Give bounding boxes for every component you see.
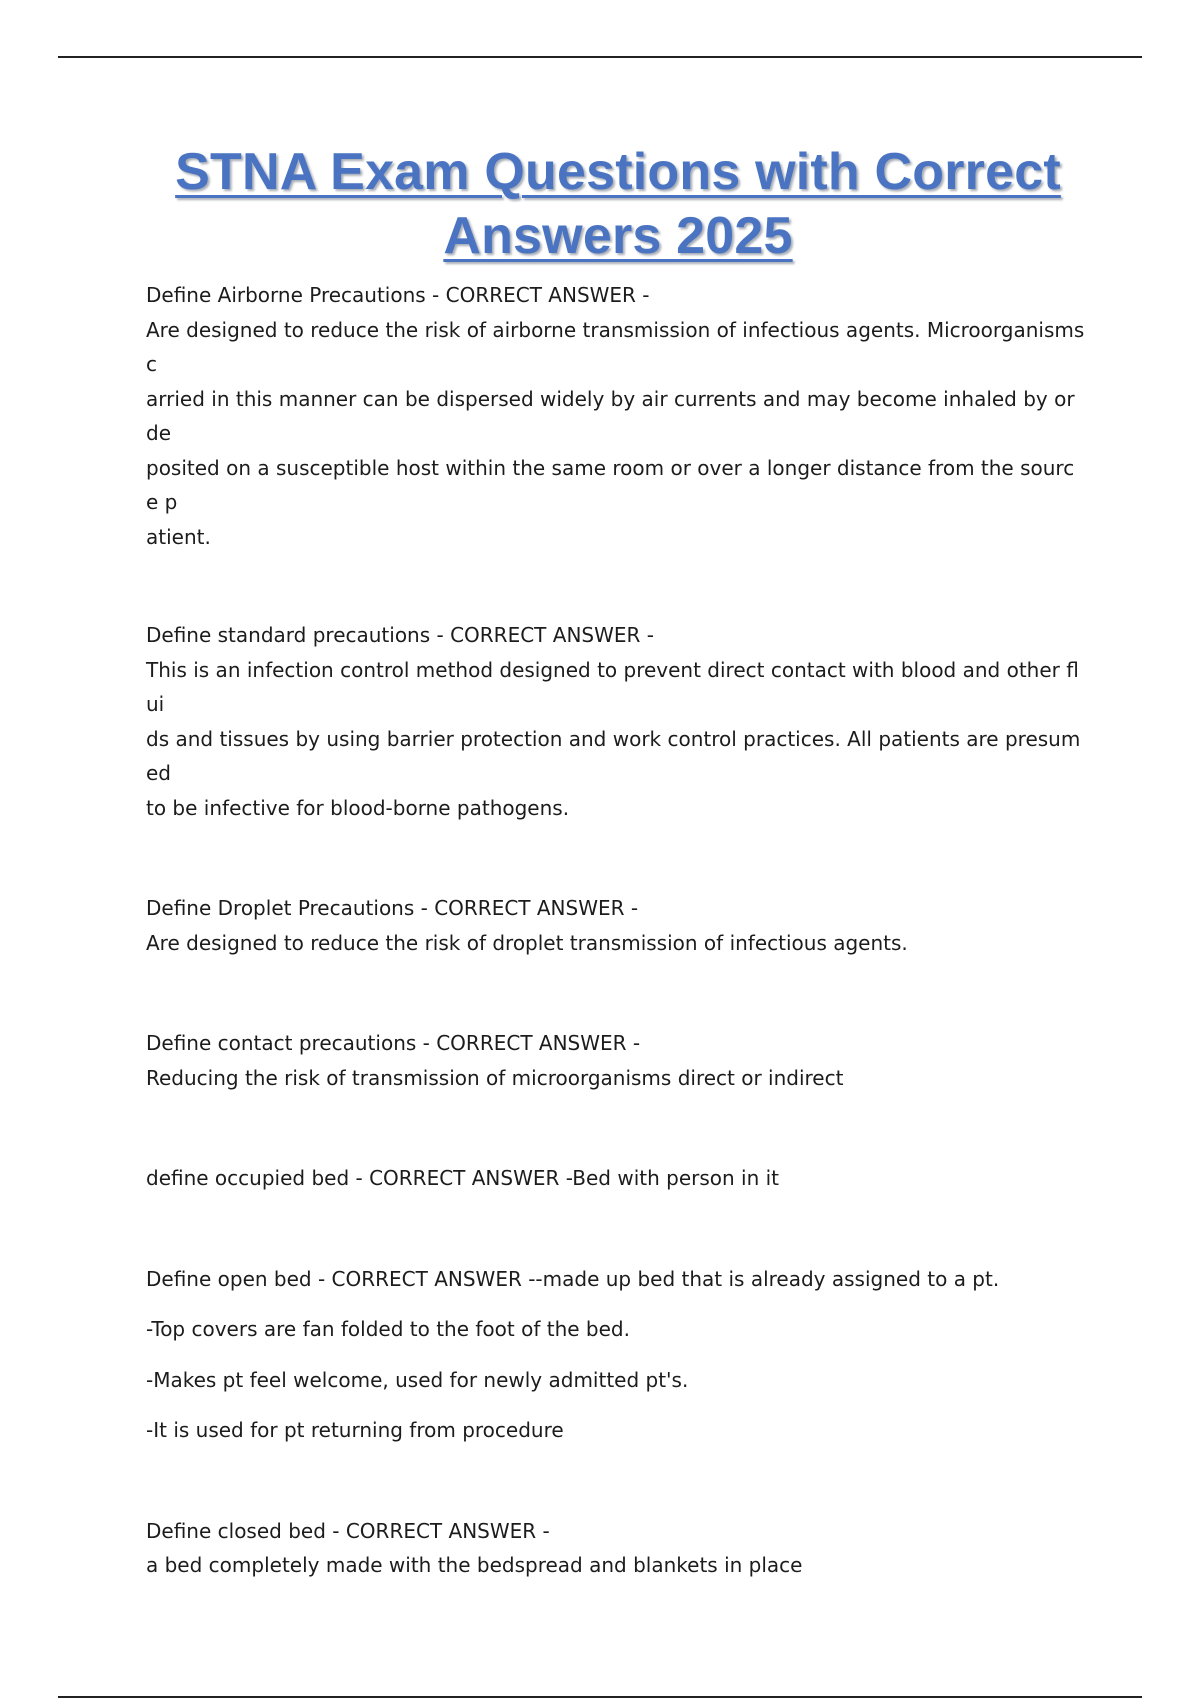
answer-line: -It is used for pt returning from procedure	[146, 1418, 564, 1442]
answer-line: Are designed to reduce the risk of airborne transmission of infectious agents. Microorganisms c	[146, 317, 1085, 376]
document-title	[146, 140, 1090, 268]
question-text: Define Airborne Precautions - CORRECT ANSWER -	[146, 283, 650, 307]
spacer	[146, 825, 1086, 891]
title-line-2: Answers 2025	[443, 207, 793, 265]
qa-item-standard	[146, 618, 1086, 825]
answer-line: ds and tissues by using barrier protection and work control practices. All patients are presumed	[146, 726, 1081, 785]
answer-line: a bed completely made with the bedspread and blankets in place	[146, 1553, 803, 1577]
qa-item-closed-bed	[146, 1514, 1086, 1583]
qa-item-open-bed	[146, 1262, 1086, 1448]
bottom-rule	[58, 1696, 1142, 1698]
question-text: Define open bed - CORRECT ANSWER --made up bed that is already assigned to a pt.	[146, 1266, 1000, 1291]
answer-line: to be infective for blood-borne pathogens.	[146, 795, 570, 820]
answer-line: Are designed to reduce the risk of droplet transmission of infectious agents.	[146, 930, 908, 955]
answer-line: -Makes pt feel welcome, used for newly admitted pt's.	[146, 1367, 689, 1392]
qa-list	[146, 278, 1086, 1583]
answer-line: -Top covers are fan folded to the foot of the bed.	[146, 1317, 630, 1341]
qa-item-occupied-bed	[146, 1161, 1086, 1196]
top-rule	[58, 56, 1142, 58]
spacer	[146, 1196, 1086, 1262]
spacer	[146, 1095, 1086, 1161]
answer-line: Reducing the risk of transmission of microorganisms direct or indirect	[146, 1065, 844, 1090]
title-line-1: STNA Exam Questions with Correct	[175, 143, 1061, 201]
question-text: Define closed bed - CORRECT ANSWER -	[146, 1518, 550, 1543]
answer-line: atient.	[146, 524, 211, 549]
spacer	[146, 1448, 1086, 1514]
spacer	[146, 554, 1086, 618]
spacer	[146, 960, 1086, 1026]
question-text: Define contact precautions - CORRECT ANSWER -	[146, 1031, 641, 1055]
qa-item-airborne	[146, 278, 1086, 554]
question-text: Define Droplet Precautions - CORRECT ANSWER -	[146, 896, 639, 920]
answer-line: This is an infection control method designed to prevent direct contact with blood and other flui	[146, 657, 1079, 716]
answer-line: arried in this manner can be dispersed widely by air currents and may become inhaled by or de	[146, 386, 1075, 445]
question-text: define occupied bed - CORRECT ANSWER -Bed with person in it	[146, 1166, 780, 1190]
qa-item-contact	[146, 1026, 1086, 1095]
question-text: Define standard precautions - CORRECT ANSWER -	[146, 623, 654, 647]
answer-line: posited on a susceptible host within the same room or over a longer distance from the source p	[146, 455, 1075, 514]
qa-item-droplet	[146, 891, 1086, 960]
